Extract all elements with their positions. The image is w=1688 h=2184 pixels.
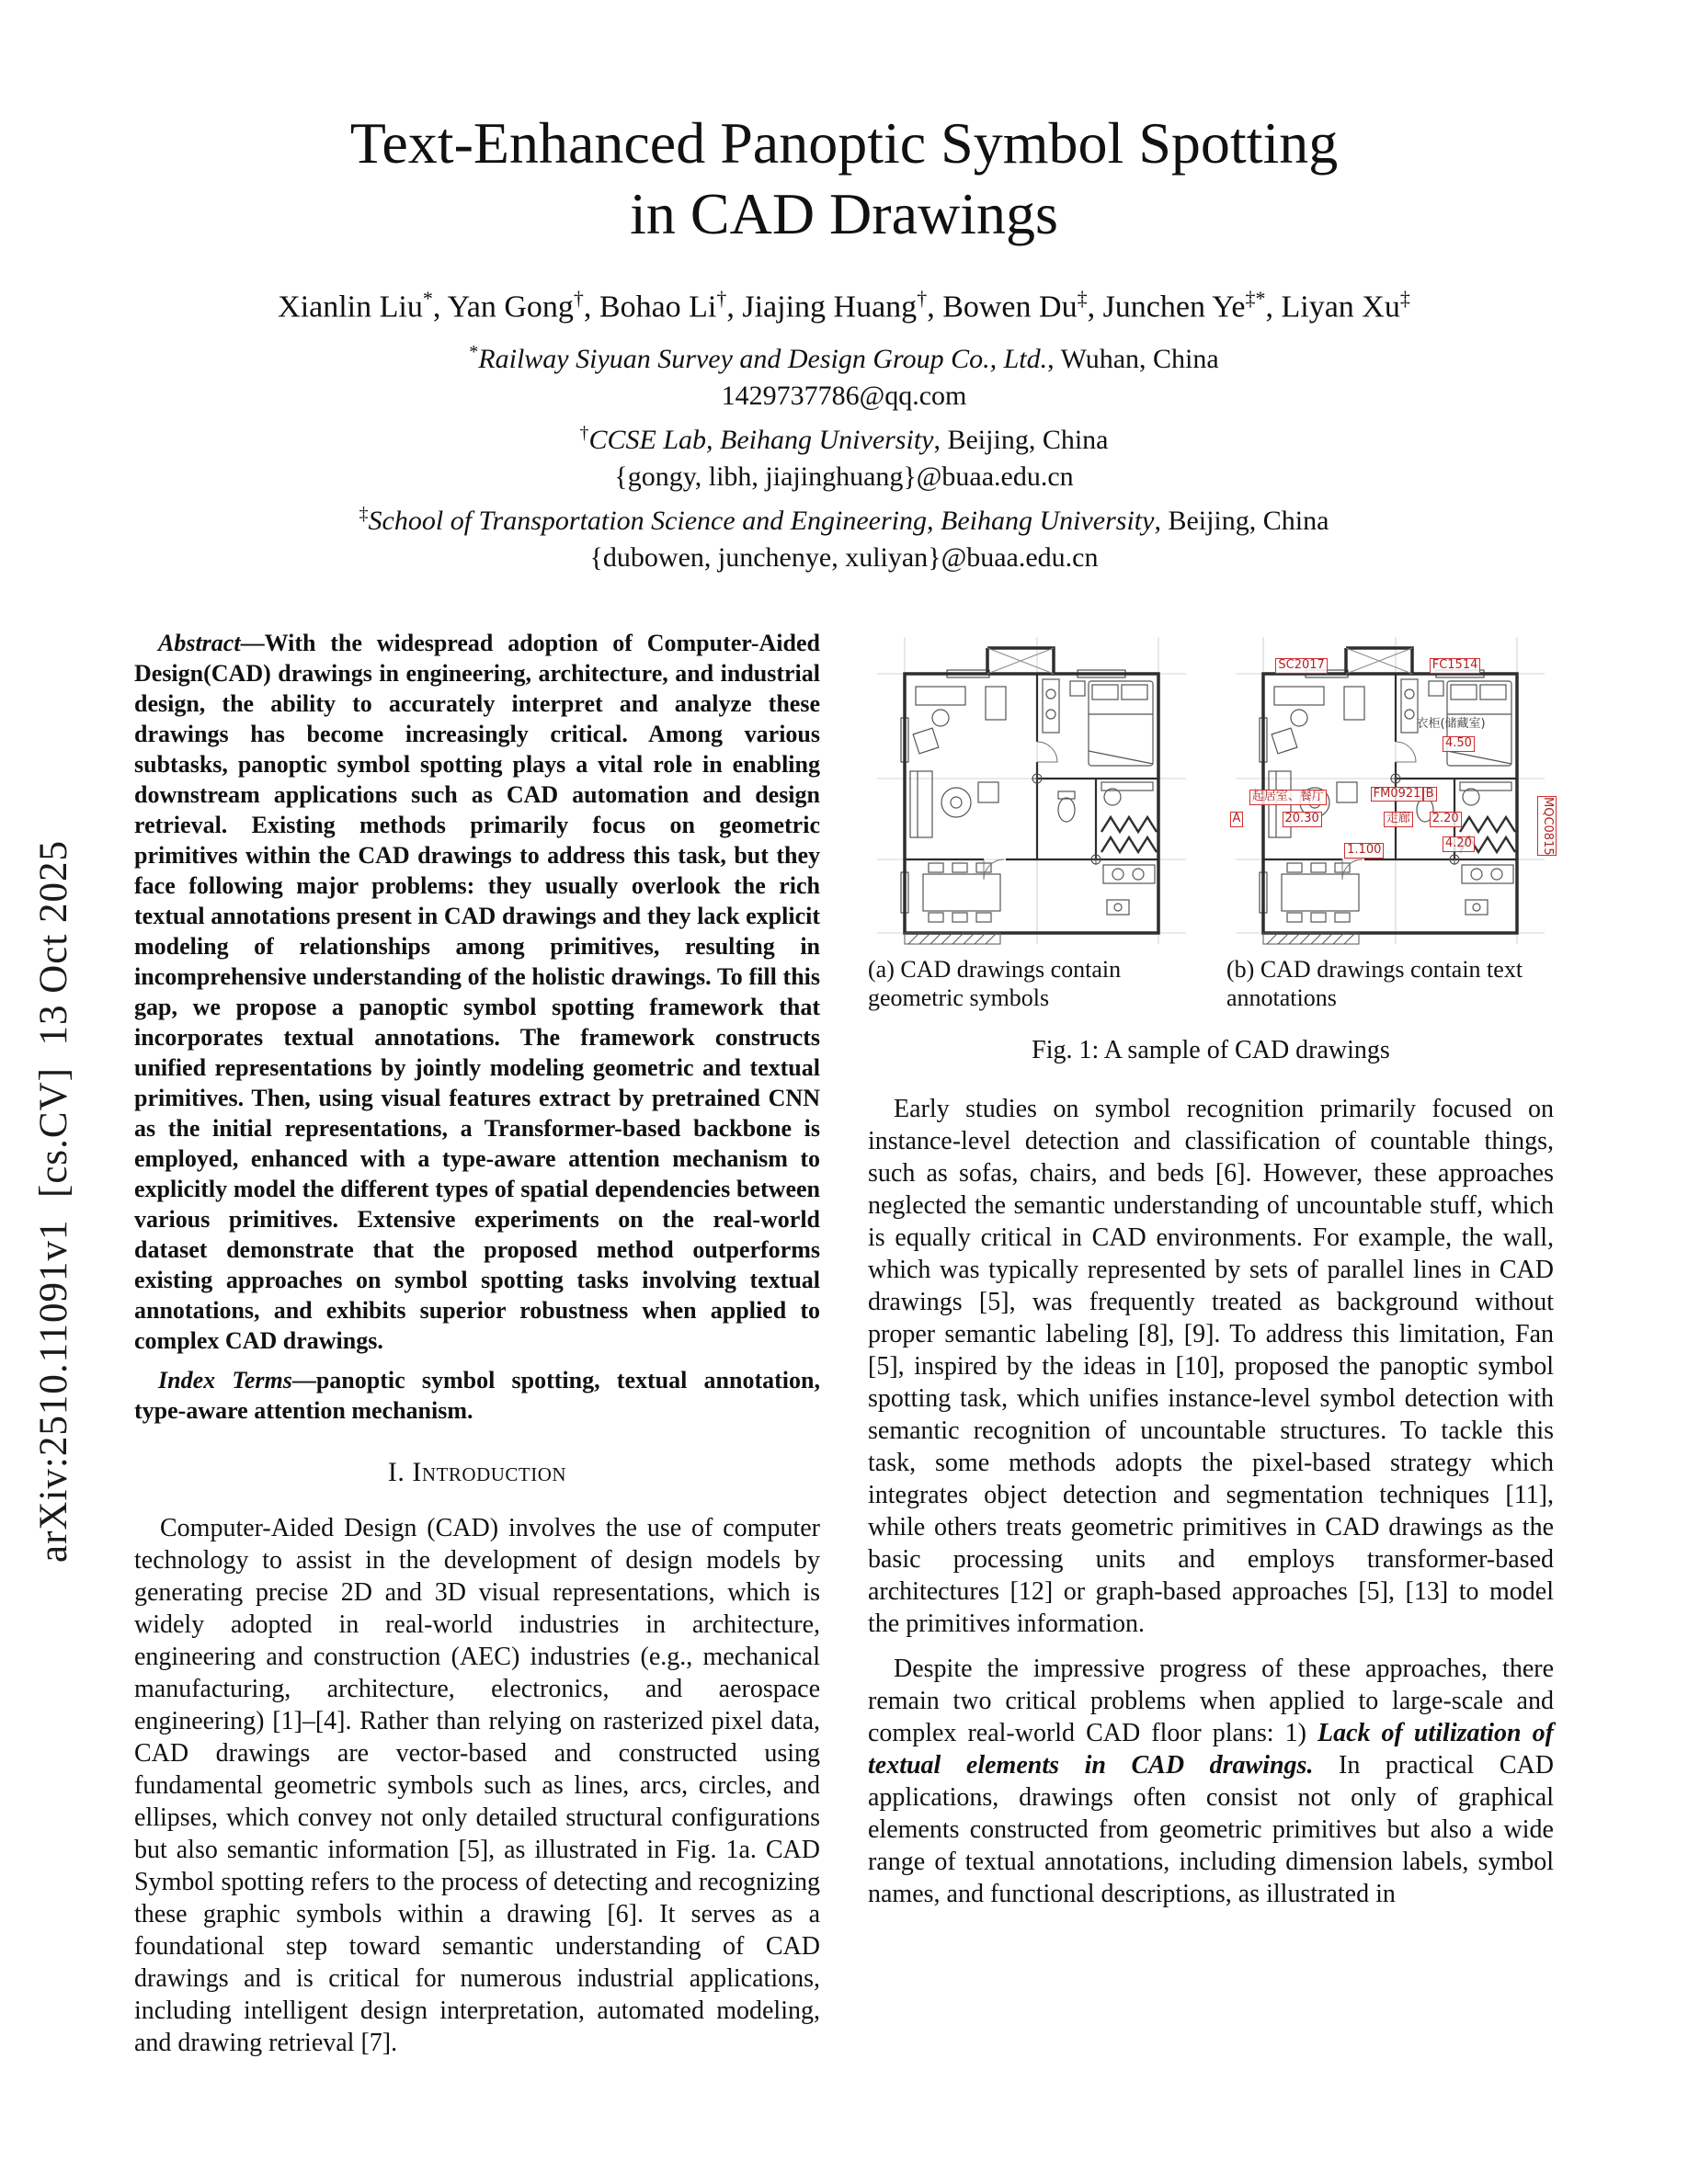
cad-annotation: 20.30: [1283, 812, 1322, 827]
intro-paragraph-1: Computer-Aided Design (CAD) involves the use of computer technology to assist in the development of design models by generating precise 2D and 3D visual representations, which is widely adopted in real-world industries in architecture, engineering and construction (AEC) industries (e.g., mechanical manufacturing, architecture, electronics, and aerospace engineering) [1]–[4]. Rather than relying on rasterized pixel data, CAD drawings are vector-based and constructed using fundamental geometric symbols such as lines, arcs, circles, and ellipses, which convey not only detailed structural configurations but also semantic information [5], as illustrated in Fig. 1a. CAD Symbol spotting refers to the process of detecting and recognizing these graphic symbols within a drawing [6]. It serves as a foundational step toward semantic understanding of CAD drawings and is critical for numerous industrial applications, including intelligent design interpretation, automated modeling, and drawing retrieval [7].: [134, 1513, 820, 2057]
right-paragraph-1: Early studies on symbol recognition primarily focused on instance-level detection and classification of countable things, such as sofas, chairs, and beds [6]. However, these approaches neglected the semantic understanding of uncountable stuff, which is equally critical in CAD environments. For example, the wall, which was typically represented by sets of parallel lines in CAD drawings [5], was frequently treated as background without proper semantic labeling [8], [9]. To address this limitation, Fan [5], inspired by the ideas in [10], proposed the panoptic symbol spotting task, which unifies instance-level symbol detection with semantic recognition of uncountable structures. To tackle this task, some methods adopts the pixel-based strategy which integrates object detection and segmentation techniques [11], while others treats geometric primitives in CAD drawings as the basic processing units and employs transformer-based architectures [12] or graph-based approaches [5], [13] to model the primitives information.: [868, 1094, 1554, 1638]
figure-1-caption: Fig. 1: A sample of CAD drawings: [1032, 1035, 1390, 1064]
author-affiliation-marker: †: [716, 286, 727, 310]
affiliation-line: ‡School of Transportation Science and Engineering, Beihang University, Beijing, China: [359, 503, 1329, 536]
arxiv-watermark: arXiv:2510.11091v1 [cs.CV] 13 Oct 2025: [32, 839, 75, 1563]
author-name: Junchen Ye: [1102, 289, 1246, 324]
subfigure-row: [868, 633, 1554, 1012]
affiliation-line: 1429737786@qq.com: [721, 380, 967, 411]
right-paragraph-2: [868, 1653, 1554, 1910]
subfigure-a: [868, 633, 1195, 1012]
author-affiliation-marker: ‡: [1399, 286, 1410, 310]
section-number: I.: [387, 1456, 405, 1487]
cad-annotation: SC2017: [1275, 658, 1327, 674]
author-affiliation-marker: †: [573, 286, 584, 310]
affiliation-line: {gongy, libh, jiajinghuang}@buaa.edu.cn: [614, 461, 1074, 492]
cad-annotation: FM0921: [1371, 787, 1424, 802]
cad-annotation: 起居室、餐厅: [1249, 790, 1327, 805]
author-name: Yan Gong: [447, 289, 574, 324]
author-line: [0, 287, 1688, 324]
cad-annotation: MQC0815: [1537, 796, 1557, 857]
section-title: Introduction: [412, 1456, 567, 1487]
index-terms-text: —panoptic symbol spotting, textual annotation, type-aware attention mechanism.: [134, 1366, 820, 1424]
p3-post: In practical CAD applications, drawings often consist not only of graphical elements constructed from geometric primitives but also a wide range of textual annotations, including dimension labels, symbol names, and functional descriptions, as illustrated in: [868, 1750, 1554, 1908]
subcaption-a: (a) CAD drawings contain geometric symbols: [868, 955, 1122, 1011]
cad-floorplan-b: [1226, 633, 1554, 946]
affiliation-line: *Railway Siyuan Survey and Design Group Co., Ltd., Wuhan, China: [469, 341, 1219, 374]
cad-annotation: B: [1423, 787, 1437, 802]
p3-pre: Despite the impressive progress of these approaches, there remain two critical problems when applied to large-scale and complex real-world CAD floor plans: 1): [868, 1654, 1554, 1747]
cad-annotation: 2.20: [1430, 812, 1462, 827]
author-affiliation-marker: *: [422, 286, 433, 310]
title-line-2: in CAD Drawings: [630, 180, 1058, 246]
author-separator: ,: [1087, 289, 1103, 324]
paper-header: [0, 0, 1688, 576]
cad-annotation: 1.100: [1344, 843, 1384, 859]
figure-1: [868, 633, 1554, 1065]
author-affiliation-marker: †: [917, 286, 928, 310]
cad-annotation: FC1514: [1430, 658, 1481, 674]
author-separator: ,: [583, 289, 599, 324]
cad-annotation: 4.50: [1443, 736, 1475, 752]
left-column: [134, 628, 820, 2072]
abstract-label: Abstract: [158, 629, 241, 656]
author-name: Liyan Xu: [1281, 289, 1400, 324]
author-separator: ,: [432, 289, 448, 324]
affiliation-line: †CCSE Lab, Beihang University, Beijing, China: [579, 422, 1109, 455]
two-column-body: [134, 628, 1554, 2072]
author-affiliation-marker: ‡: [1077, 286, 1088, 310]
author-separator: ,: [1265, 289, 1282, 324]
author-separator: ,: [726, 289, 743, 324]
affiliations: [0, 334, 1688, 576]
author-name: Xianlin Liu: [278, 289, 423, 324]
cad-annotation: 走廊: [1384, 812, 1413, 827]
affiliation-line: {dubowen, junchenye, xuliyan}@buaa.edu.cn: [589, 541, 1099, 573]
author-name: Bohao Li: [599, 289, 717, 324]
author-affiliation-marker: ‡*: [1245, 286, 1266, 310]
author-name: Jiajing Huang: [742, 289, 918, 324]
title-line-1: Text-Enhanced Panoptic Symbol Spotting: [349, 110, 1339, 176]
cad-annotation: 衣柜(储藏室): [1416, 716, 1486, 731]
cad-floorplan-a: [868, 633, 1195, 946]
paper-title: [0, 108, 1688, 250]
floorplan-svg-a: [868, 633, 1195, 946]
section-heading-introduction: [134, 1457, 820, 1488]
author-name: Bowen Du: [942, 289, 1078, 324]
author-separator: ,: [927, 289, 943, 324]
cad-annotation: A: [1230, 812, 1244, 827]
index-terms-paragraph: [134, 1365, 820, 1426]
right-column: [868, 628, 1554, 2072]
p3-emphasis: Lack of utilization of textual elements in CAD drawings.: [868, 1718, 1554, 1780]
cad-annotation: 4.20: [1443, 836, 1475, 852]
abstract-text: —With the widespread adoption of Computer-Aided Design(CAD) drawings in engineering, architecture, and industrial design, the ability to accurately interpret and analyze these drawings has become increasingly critical. Among various subtasks, panoptic symbol spotting plays a vital role in enabling downstream applications such as CAD automation and design retrieval. Existing methods primarily focus on geometric primitives within the CAD drawings to address this task, but they face following major problems: they usually overlook the rich textual annotations present in CAD drawings and they lack explicit modeling of relationships among primitives, resulting in incomprehensive understanding of the holistic drawings. To fill this gap, we propose a panoptic symbol spotting framework that incorporates textual annotations. The framework constructs unified representations by jointly modeling geometric and textual primitives. Then, using visual features extract by pretrained CNN as the initial representations, a Transformer-based backbone is employed, enhanced with a type-aware attention mechanism to explicitly model the different types of spatial dependencies between various primitives. Extensive experiments on the real-world dataset demonstrate that the proposed method outperforms existing approaches on symbol spotting tasks involving textual annotations, and exhibits superior robustness when applied to complex CAD drawings.: [134, 629, 820, 1354]
index-terms-label: Index Terms: [158, 1366, 292, 1393]
subfigure-b: [1226, 633, 1554, 1012]
subcaption-b: (b) CAD drawings contain text annotations: [1226, 955, 1523, 1011]
abstract-paragraph: [134, 628, 820, 1356]
